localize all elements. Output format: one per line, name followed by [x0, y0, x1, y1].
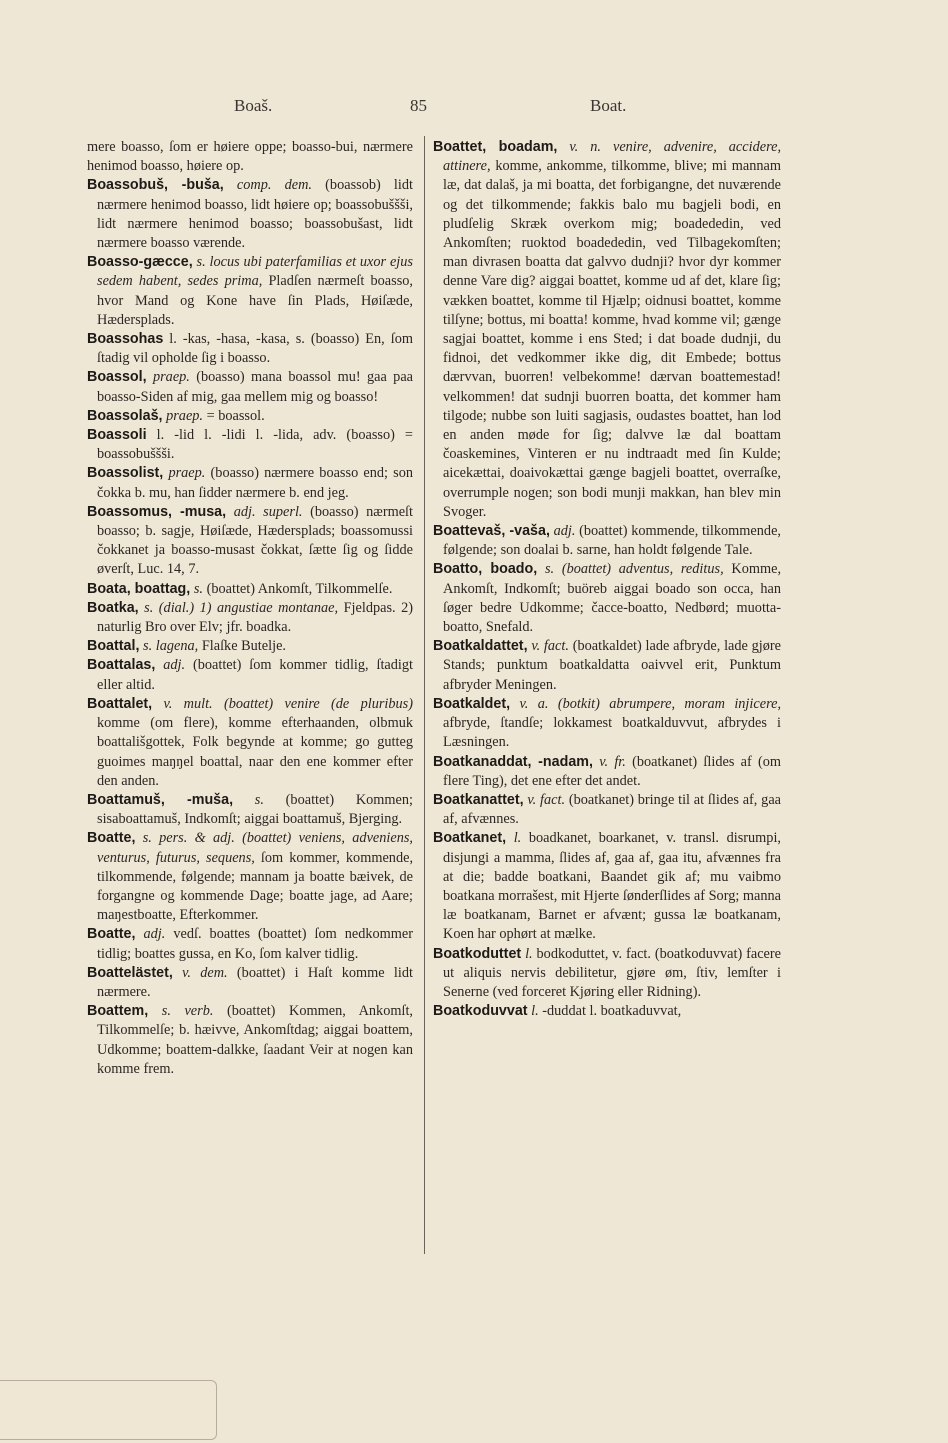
headword: Boattamuš, -muša,	[87, 791, 234, 808]
right-column	[433, 138, 781, 1021]
grammar-label: v. fr.	[599, 753, 626, 770]
definition-text: (boatkaldet) lade afbryde, lade gjøre Stands; punktum boatkaldatta oaivvel erit, Punktum afbryder Meningen.	[443, 638, 782, 693]
headword: Boatkanet,	[433, 830, 507, 847]
dictionary-entry	[433, 695, 781, 753]
definition-text: vedſ. boattes (boattet) ſom nedkommer tidlig; boattes gussa, en Ko, ſom kalver tidlig.	[97, 926, 414, 962]
definition-text: (boassob) lidt nærmere henimod boasso, lidt høiere op; boassobuššši, lidt nærmere henimod boasso; boassobušast, lidt nærmere boasso værende.	[97, 177, 413, 252]
dictionary-entry	[87, 829, 413, 925]
definition-text: (boattet) kommende, tilkommende, følgende; son doalai b. sarne, han holdt følgende Tale.	[443, 523, 781, 559]
definition-text: (boasso) nærmere boasso end; son čokka b. mu, han ſidder nærmere b. end jeg.	[97, 465, 413, 501]
grammar-label: adj.	[163, 657, 186, 674]
headword: Boattem,	[87, 1003, 149, 1020]
latin-gloss: 1) angustiae montanae,	[199, 599, 339, 616]
definition-text: (boasso) nærmeſt boasso; b. sagje, Høiſæde, Hædersplads; boassomussi čokkanet ja boasso-musast čokkat, ſætte ſig og ſidde øverſt, Luc. 14, 7.	[97, 503, 413, 578]
grammar-label: adj.	[143, 926, 166, 943]
headword: Boatte,	[87, 926, 136, 943]
definition-text: Komme, Ankomſt, Indkomſt; buöreb aiggai boado son occa, han ſøger bedre Udkomme; čacce-boatto, Nedbørd; muotta-boatto, Snefald.	[443, 561, 782, 636]
headword: Boattelästet,	[87, 964, 173, 981]
dictionary-entry	[87, 253, 413, 330]
headword: Boata, boattag,	[87, 580, 191, 597]
left-column	[87, 138, 413, 1079]
dictionary-entry	[433, 560, 781, 637]
grammar-label: s.	[196, 254, 206, 271]
grammar-label: s. (dial.)	[144, 599, 195, 616]
grammar-label: s.	[544, 561, 555, 578]
latin-gloss: (boattet) adventus, reditus,	[561, 561, 724, 578]
running-head-left: Boaš.	[234, 96, 273, 115]
headword: Boatkaldattet,	[433, 638, 528, 655]
definition-text: boadkanet, boarkanet, v. transl. disrumpi, disjungi a mamma, ſlides af, gaa af, gaa itu, afvænnes fra at die; badde boatkani, Baandet gik af; mu vaibmo boatkana morrašest, mit Hjerte ſønderſlides af Sorg; manna læ boatkanam, Barnet er afvænt; gussa læ boatkanam, Koen har ophørt at mælke.	[443, 830, 782, 943]
definition-text: (boatkanet) bringe til at ſlides af, gaa af, afvænnes.	[443, 791, 782, 828]
grammar-label: v. mult.	[163, 695, 213, 712]
dictionary-entry	[87, 964, 413, 1002]
dictionary-entry	[433, 791, 781, 829]
dictionary-entry	[87, 580, 413, 599]
dictionary-entry	[87, 925, 413, 963]
definition-text: l. -lid l. -lidi l. -lida, adv. (boasso) = boassobuššši.	[97, 427, 413, 463]
latin-gloss: (boattet) venire (de pluribus)	[223, 695, 414, 712]
definition-text: Flaſke Butelje.	[201, 638, 286, 655]
dictionary-entry	[87, 464, 413, 502]
grammar-label: praep.	[152, 369, 190, 386]
dictionary-entry	[433, 829, 781, 944]
headword: Boassol,	[87, 369, 147, 386]
dictionary-entry	[87, 503, 413, 580]
definition-text: l. -kas, -hasa, -kasa, s. (boasso) En, ſom ſtadig vil opholde ſig i boasso.	[97, 331, 414, 367]
dictionary-entry	[87, 368, 413, 406]
grammar-label: adj.	[553, 523, 576, 540]
grammar-label: v. a.	[519, 695, 549, 712]
dictionary-entry	[87, 330, 413, 368]
latin-gloss: locus ubi paterfamilias et uxor ejus sedem habent, sedes prima,	[97, 254, 413, 290]
grammar-label: comp. dem.	[236, 177, 312, 194]
definition-text: ſom kommer, kommende, tilkommende, følgende; mannam ja boatte bæivek, de forgangne og kommende Dage; boatte jage, ad Aare; maŋestboatte, Efterkommer.	[97, 849, 414, 924]
definition-text: (boattet) i Haſt komme lidt nærmere.	[97, 964, 413, 1000]
grammar-label: s. pers. & adj.	[142, 830, 235, 847]
definition-text: mere boasso, ſom er høiere oppe; boasso-bui, nærmere henimod boasso, høiere op.	[87, 139, 413, 175]
dictionary-entry	[433, 945, 781, 1003]
headword: Boatkaldet,	[433, 695, 511, 712]
headword: Boatkanaddat, -nadam,	[433, 753, 593, 770]
margin-bracket	[0, 1380, 217, 1440]
dictionary-entry	[87, 695, 413, 791]
definition-text: (boasso) mana boassol mu! gaa paa boasso-Siden af mig, gaa mellem mig og boasso!	[97, 369, 414, 405]
headword: Boatkanattet,	[433, 791, 524, 808]
definition-text: komme (om flere), komme efterhaanden, olbmuk boattališgottek, Folk begynde at komme; go gutteg guoimes maŋŋel boattal, naar den ene kommer efter den anden.	[97, 715, 413, 789]
grammar-label: s. verb.	[161, 1003, 214, 1020]
headword: Boatkoduttet	[433, 945, 522, 962]
headword: Boatto, boado,	[433, 561, 538, 578]
dictionary-entry	[87, 791, 413, 829]
page-number: 85	[410, 96, 427, 115]
grammar-label: s.	[143, 638, 153, 655]
latin-gloss: venire, advenire, accidere, attinere,	[443, 139, 782, 175]
headword: Boattalas,	[87, 657, 156, 674]
dictionary-entry	[433, 1002, 781, 1021]
grammar-label: adj. superl.	[233, 503, 303, 520]
grammar-label: praep.	[168, 465, 206, 482]
dictionary-entry	[87, 176, 413, 253]
grammar-label: l.	[531, 1003, 539, 1020]
headword: Boasso-gæcce,	[87, 254, 193, 271]
definition-text: Pladſen nærmeſt boasso, hvor Mand og Kone have ſin Plads, Høiſæde, Hædersplads.	[97, 273, 413, 328]
definition-text: afbryde, ſtandſe; lokkamest boatkalduvvut, afbrydes i Læsningen.	[443, 715, 781, 751]
dictionary-entry	[433, 753, 781, 791]
dictionary-entry	[87, 637, 413, 656]
definition-text: (boattet) ſom kommer tidlig, ſtadigt eller altid.	[97, 657, 414, 693]
column-divider	[424, 136, 425, 1254]
definition-text: = boassol.	[206, 407, 265, 424]
grammar-label: v. dem.	[182, 964, 228, 981]
dictionary-entry	[433, 138, 781, 522]
definition-text: (boattet) Ankomſt, Tilkommelſe.	[206, 580, 393, 597]
headword: Boassomus, -musa,	[87, 503, 227, 520]
latin-gloss: (boattet) veniens, adveniens, venturus, futurus, sequens,	[97, 830, 414, 866]
dictionary-entry	[87, 407, 413, 426]
running-head-right: Boat.	[590, 96, 627, 115]
headword: Boattevaš, -vaša,	[433, 523, 550, 540]
headword: Boassoli	[87, 427, 147, 444]
headword: Boassohas	[87, 331, 164, 348]
grammar-label: l.	[525, 945, 533, 962]
headword: Boassolaš,	[87, 407, 163, 424]
headword: Boassolist,	[87, 465, 164, 482]
headword: Boattal,	[87, 638, 140, 655]
dictionary-entry	[87, 656, 413, 694]
grammar-label: v. fact.	[527, 791, 566, 808]
headword: Boatka,	[87, 599, 139, 616]
definition-text: (boattet) Kommen, Ankomſt, Tilkommelſe; b. hæivve, Ankomſtdag; aiggai boattem, Udkomme; boattem-dalkke, ſaadant Veir at nogen kan komme frem.	[97, 1003, 413, 1077]
grammar-label: s.	[193, 580, 203, 597]
dictionary-entry	[433, 522, 781, 560]
grammar-label: v. n.	[569, 139, 601, 155]
dictionary-entry	[87, 1002, 413, 1079]
headword: Boassobuš, -buša,	[87, 177, 224, 194]
definition-text: bodkoduttet, v. fact. (boatkoduvvat) facere ut aliquis nervis debilitetur, gjøre øm, ſtiv, lemſter i Senerne (ved forceret Kjøring eller Ridning).	[443, 945, 782, 1000]
dictionary-entry	[87, 138, 413, 176]
definition-text: -duddat l. boatkaduvvat,	[542, 1003, 682, 1020]
definition-text: Fjeldpas. 2) naturlig Bro over Elv; jfr. boadka.	[97, 599, 413, 636]
headword: Boatkoduvvat	[433, 1003, 528, 1020]
headword: Boattalet,	[87, 695, 153, 712]
headword: Boatte,	[87, 830, 136, 847]
dictionary-entry	[87, 426, 413, 464]
definition-text: (boatkanet) ſlides af (om flere Ting), det ene efter det andet.	[443, 753, 782, 789]
headword: Boattet, boadam,	[433, 139, 558, 155]
grammar-label: v. fact.	[531, 638, 569, 655]
dictionary-entry	[87, 599, 413, 637]
definition-text: komme, ankomme, tilkomme, blive; mi mannam læ, dat dalaš, ja mi boatta, det forbigangne, det nuværende og det tilkommende; fakkis balo mu bagjeli bodi, en pludſelig Skræk overkom mig; boadededin, ved Ankomſten; ruoktod boadededin, ved Tilbagekomſten; man divrasen boatta dat galvvo dudnji? hvor dyr kommer denne Vare dig? aiggai boattet, komme ud af det, klare ſig; vækken boattet, komme til Hjælp; oidnusi boattet, komme tilſyne; bottus, mi boatta! komme, hvad komme vil; gænge sagjai boattet, komme i ens Sted; i dat boade dudnji, du fidnoi, det vedkommer ikke dig, dit Embede; bottus dærvvan, buorren! velbekomme! dærvan boattemestad! velkommen! dat sudnji buorren boatta, det kommer ham tilgode; nubbe son luiti sagjasis, oudastes boattet, han lod en anden møde for ſig; dalvve læ dal boattam čoaskemines, Vinteren er nu indtraadt med ſin Kulde; aicekættai, doaivokættai gænge bagjeli boattet, overraſke, overrumple nogen; son bodi munji makkan, han blev min Svoger.	[443, 158, 781, 520]
grammar-label: s.	[254, 791, 264, 808]
grammar-label: praep.	[166, 407, 204, 424]
latin-gloss: (botkit) abrumpere, moram injicere,	[557, 695, 782, 712]
grammar-label: l.	[513, 830, 522, 847]
latin-gloss: lagena,	[155, 638, 199, 655]
dictionary-entry	[433, 637, 781, 695]
definition-text: (boattet) Kommen; sisaboattamuš, Indkomſt; aiggai boattamuš, Bjerging.	[97, 791, 414, 828]
